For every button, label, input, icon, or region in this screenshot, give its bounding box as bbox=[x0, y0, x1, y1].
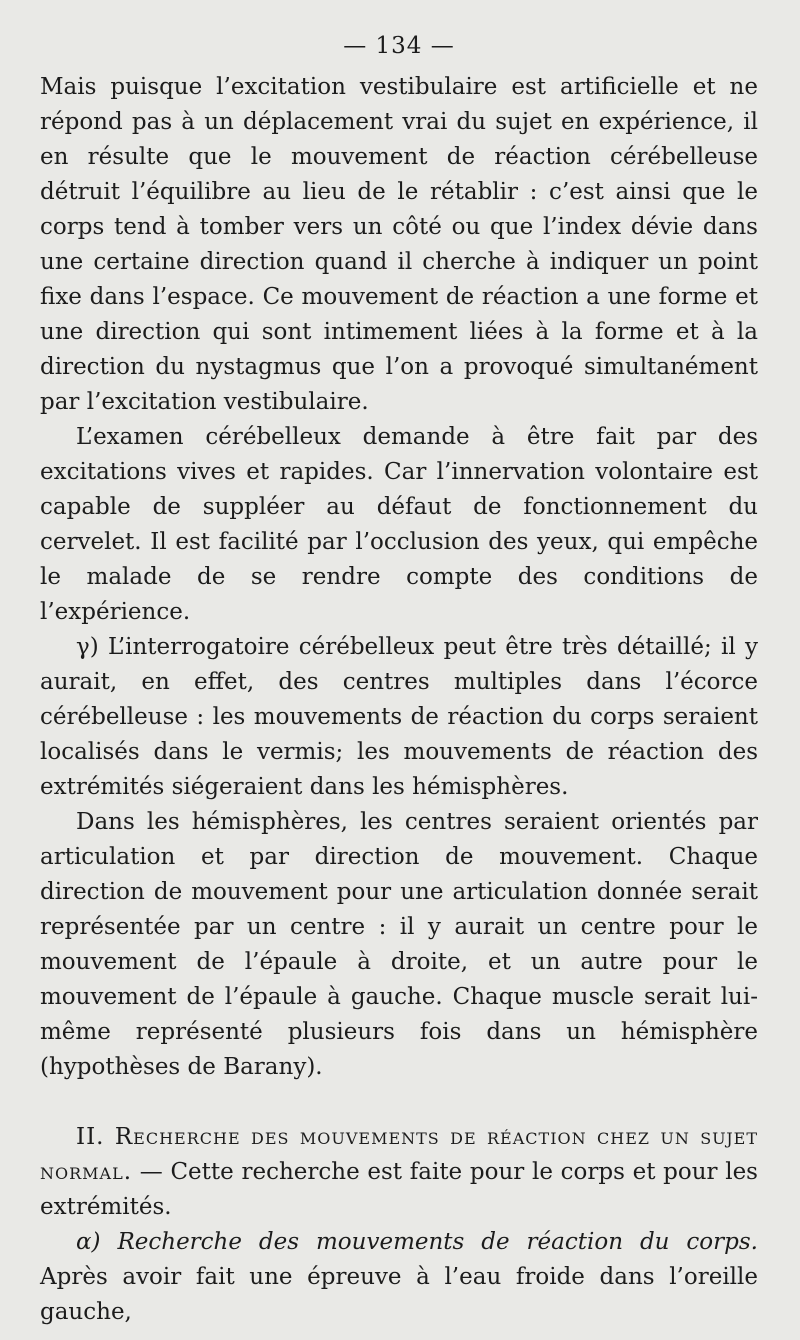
section-text: — Cette recherche est faite pour le corps et pour les extrémités. bbox=[40, 1159, 758, 1220]
paragraph-hemispheres: Dans les hémisphères, les centres seraient orientés par articulation et par direction de mouvement. Chaque direction de mouvement pour une articulation donnée serait représentée par un centre : il y aurait un centre pour le mouvement de l’épaule à droite, et un autre pour le mouvement de l’épaule à gauche. Chaque muscle serait lui-même représenté plusieurs fois dans un hémisphère (hypothèses de Barany). bbox=[40, 809, 758, 1080]
paragraph-vestibular: Mais puisque l’excitation vestibulaire est artificielle et ne répond pas à un déplacement vrai du sujet en expérience, il en résulte que le mouvement de réaction cérébelleuse détruit l’équilibre au lieu de le rétablir : c’est ainsi que le corps tend à tomber vers un côté ou que l’index dévie dans une certaine direction quand il cherche à indiquer un point fixe dans l’espace. Ce mouvement de réaction a une forme et une direction qui sont intimement liées à la forme et à la direction du nystagmus que l’on a provoqué simultanément par l’excitation vestibulaire. bbox=[40, 74, 758, 415]
paragraph-cerebellar-exam: L’examen cérébelleux demande à être fait par des excitations vives et rapides. Car l’innervation volontaire est capable de suppléer au défaut de fonctionnement du cervelet. Il est facilité par l’occlusion des yeux, qui empêche le malade de se rendre compte des conditions de l’expérience. bbox=[40, 424, 758, 625]
paragraph-interrogatoire: γ) L’interrogatoire cérébelleux peut être très détaillé; il y aurait, en effet, des centres multiples dans l’écorce cérébelleuse : les mouvements de réaction du corps seraient localisés dans le vermis; les mouvements de réaction des extrémités siégeraient dans les hémisphères. bbox=[40, 634, 758, 800]
subsection-heading: α) Recherche des mouvements de réaction du corps. bbox=[76, 1229, 758, 1255]
subsection-paragraph bbox=[40, 1225, 758, 1330]
section-heading: II. Recherche des mouvements de réaction chez un sujet normal. bbox=[40, 1124, 758, 1185]
section-gap bbox=[40, 1085, 758, 1120]
subsection-text: Après avoir fait une épreuve à l’eau froide dans l’oreille gauche, bbox=[40, 1264, 758, 1325]
page-number: — 134 — bbox=[343, 33, 455, 59]
section-heading-paragraph bbox=[40, 1120, 758, 1225]
